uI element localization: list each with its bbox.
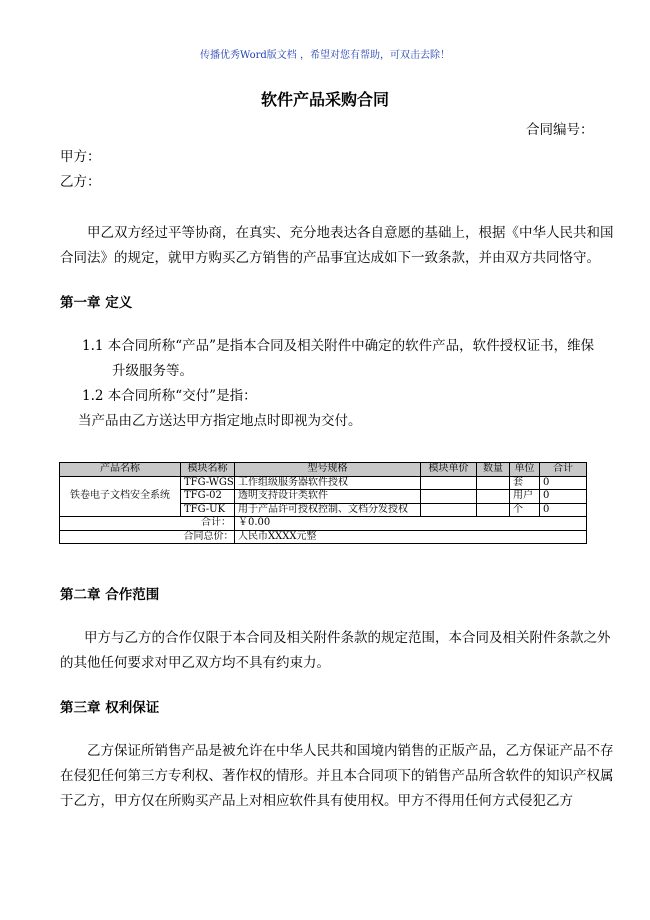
module-cell: TFG-02 [181, 490, 235, 504]
header-unit-price: 模块单价 [421, 463, 477, 477]
chapter2-line-1: 甲方与乙方的合作仅限于本合同及相关附件条款的规定范围，本合同及相关附件条款之外 [84, 630, 611, 646]
spec-cell: 用于产品许可授权控制、文档分发授权 [235, 503, 421, 517]
contract-number-label: 合同编号： [526, 122, 594, 138]
subtotal-value: ￥0.00 [235, 517, 587, 531]
unit-cell: 个 [510, 503, 540, 517]
price-cell [421, 490, 477, 504]
definition-1-2-cont: 当产品由乙方送达甲方指定地点时即视为交付。 [78, 413, 362, 429]
spec-cell: 透明支持设计类软件 [235, 490, 421, 504]
subtotal-spacer [60, 517, 181, 531]
header-total: 合计 [540, 463, 587, 477]
grand-total-label: 合同总价： [181, 530, 235, 544]
subtotal-label: 合计： [181, 517, 235, 531]
subtotal-row [60, 517, 587, 531]
intro-line-2: 合同法》的规定，就甲方购买乙方销售的产品事宜达成如下一致条款，并由双方共同恪守。 [60, 250, 600, 266]
header-spec: 型号规格 [235, 463, 421, 477]
party-a-label: 甲方： [60, 149, 101, 165]
definition-1-2: 1.2 本合同所称“交付”是指： [82, 388, 257, 404]
chapter2-line-2: 的其他任何要求对甲乙双方均不具有约束力。 [60, 655, 330, 671]
spec-cell: 工作组级服务器软件授权 [235, 476, 421, 490]
header-module-name: 模块名称 [181, 463, 235, 477]
chapter2-heading: 第二章 合作范围 [60, 587, 160, 603]
header-note: 传播优秀Word版文档 ，希望对您有帮助，可双击去除！ [200, 50, 450, 61]
table-row [60, 476, 587, 490]
intro-line-1: 甲乙双方经过平等协商，在真实、充分地表达各自意愿的基础上，根据《中华人民共和国 [87, 225, 614, 241]
qty-cell [477, 490, 510, 504]
qty-cell [477, 476, 510, 490]
qty-cell [477, 503, 510, 517]
total-cell: 0 [540, 476, 587, 490]
header-unit: 单位 [510, 463, 540, 477]
chapter3-line-2: 在侵犯任何第三方专利权、著作权的情形。并且本合同项下的销售产品所含软件的知识产权属 [60, 768, 614, 784]
module-cell: TFG-UK [181, 503, 235, 517]
chapter3-line-3: 于乙方，甲方仅在所购买产品上对相应软件具有使用权。甲方不得用任何方式侵犯乙方 [60, 793, 573, 809]
total-cell: 0 [540, 503, 587, 517]
grand-total-row [60, 530, 587, 544]
party-b-label: 乙方： [60, 174, 101, 190]
header-product-name: 产品名称 [60, 463, 181, 477]
chapter1-heading: 第一章 定义 [60, 295, 133, 311]
grand-total-spacer [60, 530, 181, 544]
product-name-cell: 铁卷电子文档安全系统 [60, 476, 181, 517]
product-table [59, 462, 587, 544]
price-cell [421, 476, 477, 490]
total-cell: 0 [540, 490, 587, 504]
header-quantity: 数量 [477, 463, 510, 477]
definition-1-1-cont: 升级服务等。 [112, 363, 193, 379]
unit-cell: 用户 [510, 490, 540, 504]
unit-cell: 套 [510, 476, 540, 490]
grand-total-value: 人民币XXXX元整 [235, 530, 587, 544]
chapter3-line-1: 乙方保证所销售产品是被允许在中华人民共和国境内销售的正版产品，乙方保证产品不存 [87, 743, 614, 759]
module-cell: TFG-WGS [181, 476, 235, 490]
table-header-row [60, 463, 587, 477]
price-cell [421, 503, 477, 517]
document-title: 软件产品采购合同 [260, 90, 389, 109]
chapter3-heading: 第三章 权利保证 [60, 700, 160, 716]
definition-1-1: 1.1 本合同所称“产品”是指本合同及相关附件中确定的软件产品，软件授权证书，维保 [82, 338, 595, 354]
